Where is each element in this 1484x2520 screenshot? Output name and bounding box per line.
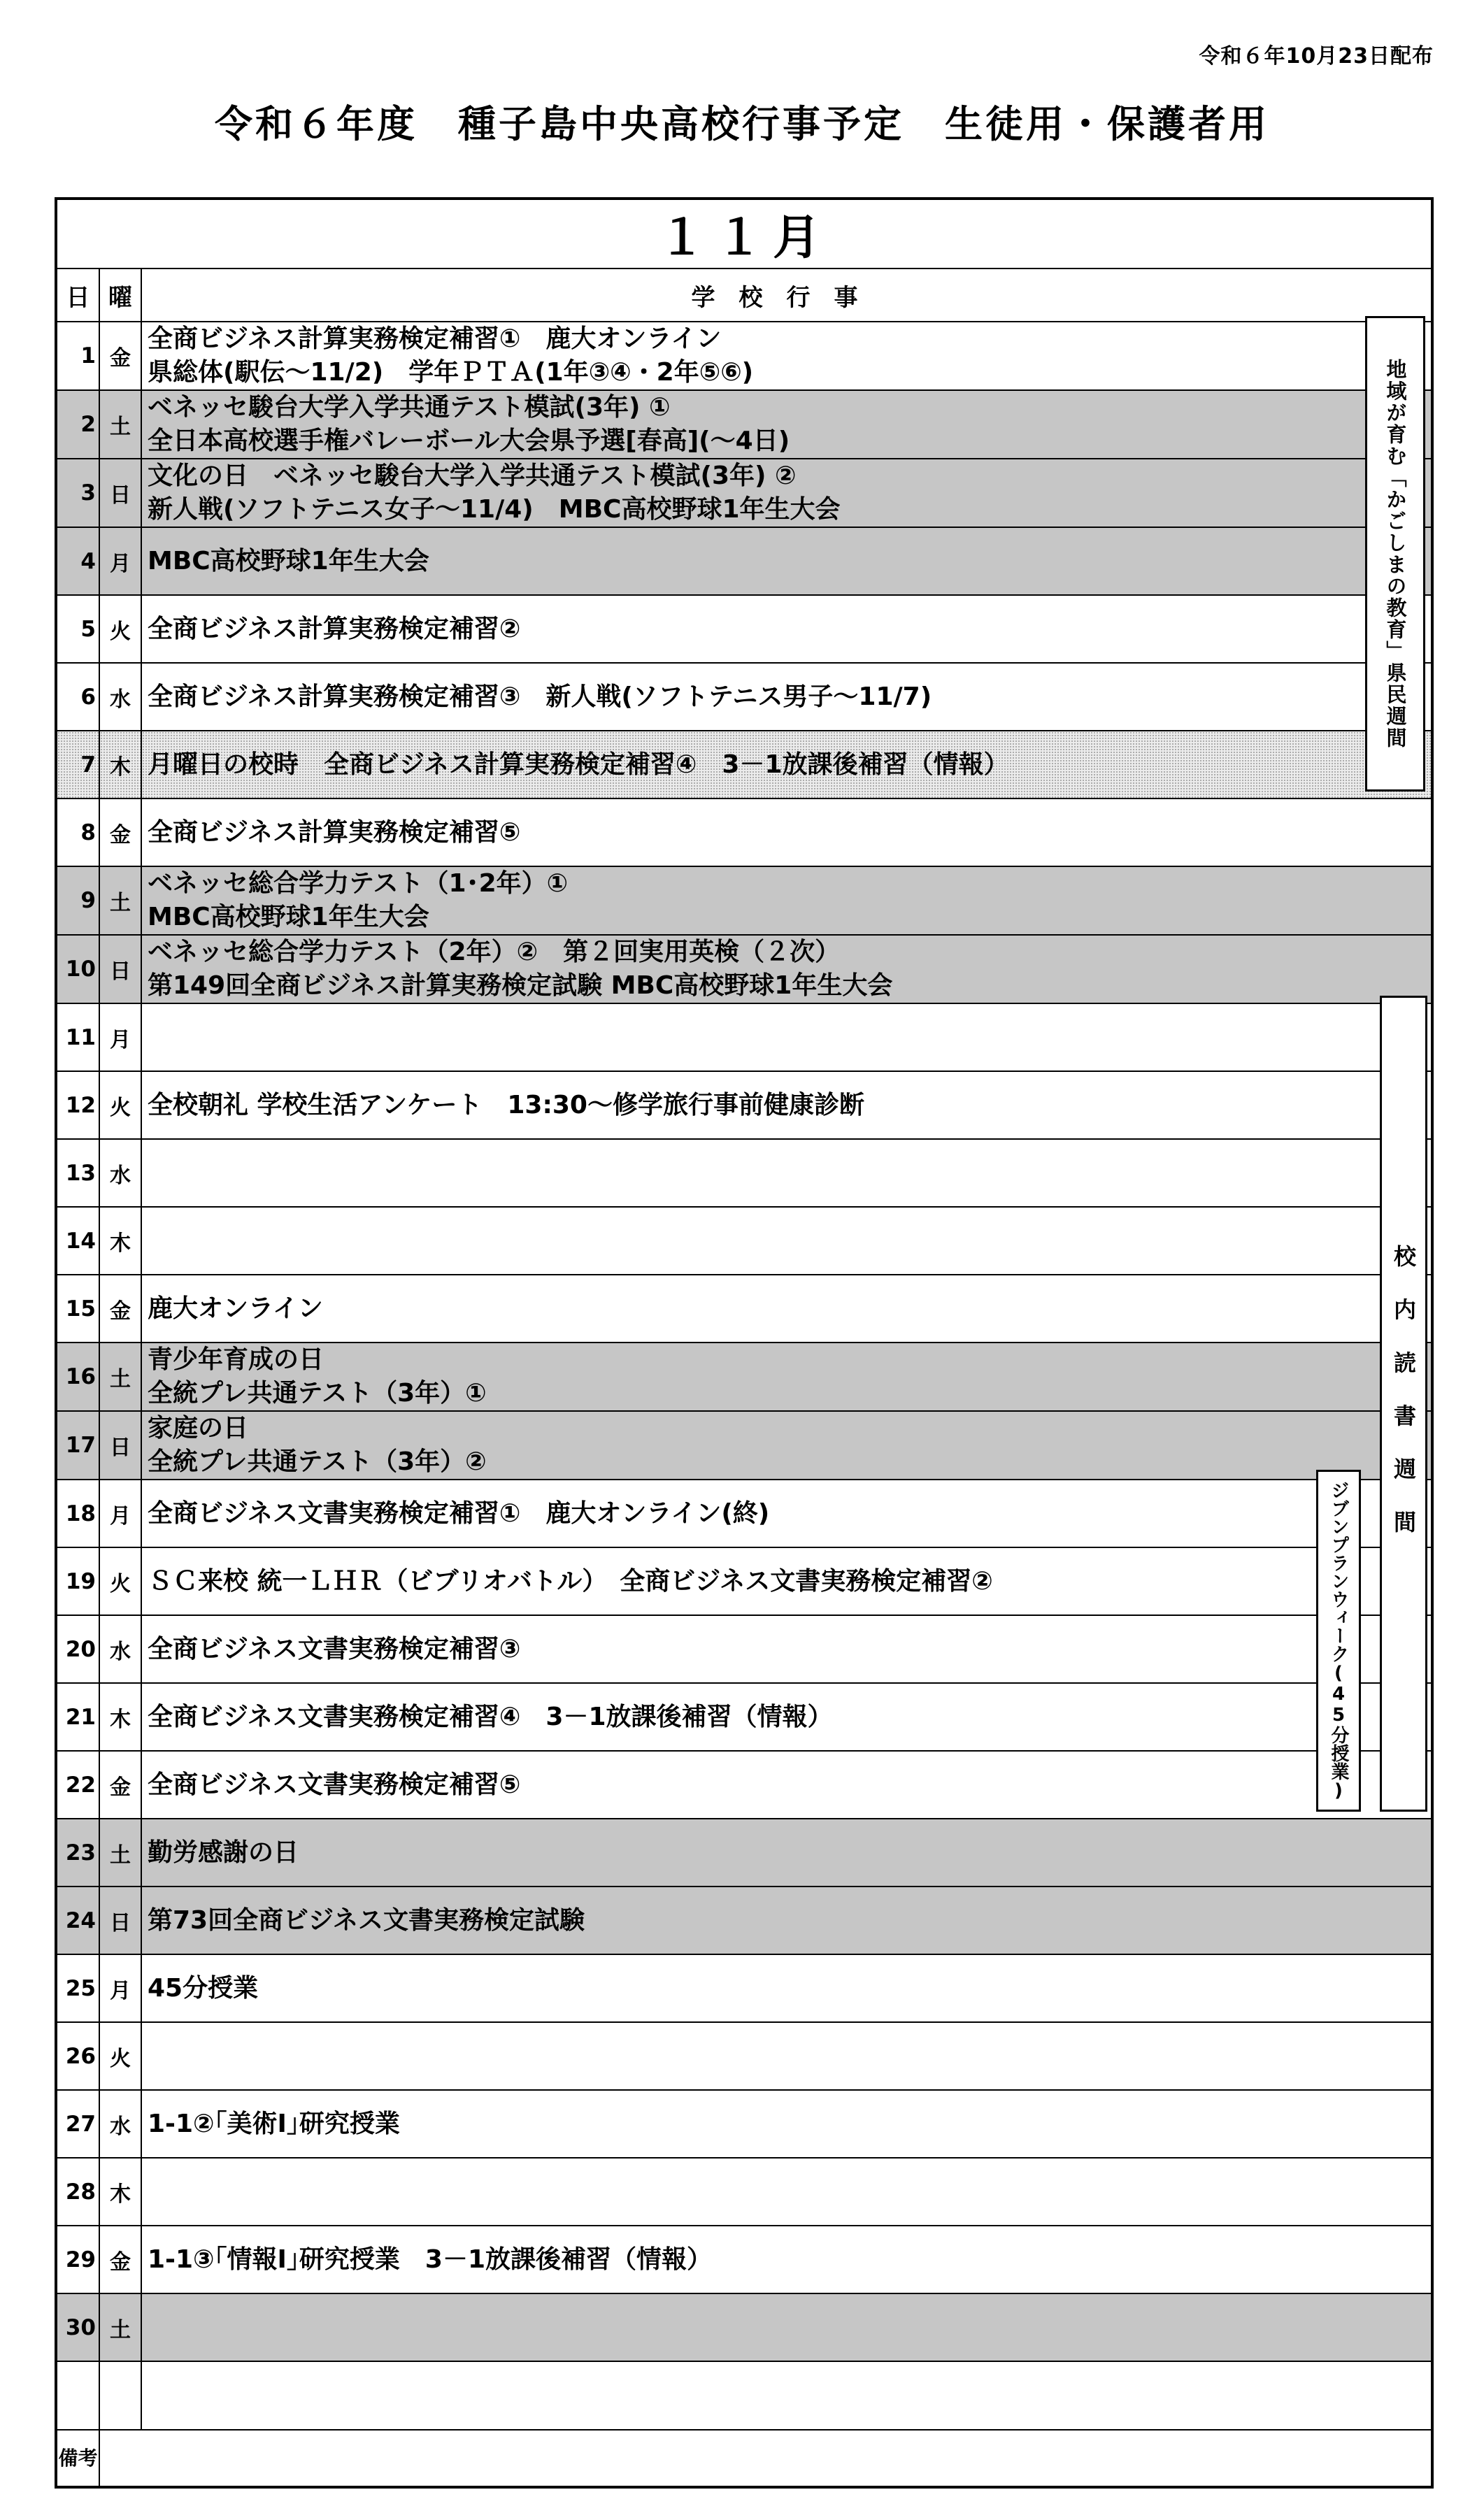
day-row <box>56 1139 1432 1207</box>
weekday: 土 <box>99 390 141 459</box>
weekday: 金 <box>99 1275 141 1343</box>
weekday: 土 <box>99 866 141 935</box>
day-row <box>56 935 1432 1003</box>
event-line: 県総体(駅伝～11/2) 学年ＰＴＡ(1年③④・2年⑤⑥) <box>148 358 754 387</box>
weekday: 土 <box>99 2293 141 2361</box>
day-number: 16 <box>56 1343 99 1411</box>
day-row <box>56 1343 1432 1411</box>
weekday: 火 <box>99 1547 141 1615</box>
day-number: 17 <box>56 1411 99 1480</box>
event-line: 全商ビジネス文書実務検定補習④ 3－1放課後補習（情報） <box>148 1702 833 1731</box>
event-line: 全商ビジネス文書実務検定補習① 鹿大オンライン(終) <box>148 1498 770 1528</box>
day-row <box>56 1683 1432 1751</box>
page-title: 令和６年度 種子島中央高校行事予定 生徒用・保護者用 <box>215 102 1269 146</box>
weekday: 日 <box>99 1887 141 1954</box>
day-number: 9 <box>56 866 99 935</box>
day-row <box>56 1003 1432 1071</box>
jibun-plan-week-label: ジブンプランウィーク(45分授業) <box>1316 1470 1361 1812</box>
day-row <box>56 2158 1432 2226</box>
weekday: 火 <box>99 1071 141 1139</box>
event-cell <box>141 322 1432 390</box>
weekday: 水 <box>99 1139 141 1207</box>
day-number: 6 <box>56 663 99 731</box>
event-line: 家庭の日 <box>148 1414 249 1442</box>
event-cell <box>141 1071 1432 1139</box>
weekday: 水 <box>99 663 141 731</box>
event-cell <box>141 1207 1432 1275</box>
weekday: 木 <box>99 1683 141 1751</box>
weekday: 土 <box>99 1343 141 1411</box>
event-cell <box>141 799 1432 866</box>
reading-week-label: 校内読書週間 <box>1380 996 1427 1812</box>
event-line: 全商ビジネス文書実務検定補習⑤ <box>148 1770 521 1799</box>
day-number: 28 <box>56 2158 99 2226</box>
day-row <box>56 527 1432 595</box>
event-cell <box>141 2293 1432 2361</box>
day-number: 15 <box>56 1275 99 1343</box>
weekday: 火 <box>99 2022 141 2090</box>
event-line: 新人戦(ソフトテニス女子～11/4) MBC高校野球1年生大会 <box>148 495 841 524</box>
event-line: 文化の日 ベネッセ駿台大学入学共通テスト模試(3年) ② <box>148 461 797 490</box>
empty-weekday-cell <box>99 2361 141 2430</box>
event-line: 全統プレ共通テスト（3年）① <box>148 1379 487 1408</box>
event-cell <box>141 2158 1432 2226</box>
event-line: 第149回全商ビジネス計算実務検定試験 MBC高校野球1年生大会 <box>148 971 893 1000</box>
event-line: 勤労感謝の日 <box>148 1838 299 1867</box>
day-row <box>56 1275 1432 1343</box>
empty-day-cell <box>56 2361 99 2430</box>
event-cell <box>141 1683 1432 1751</box>
event-line: 青少年育成の日 <box>148 1345 324 1374</box>
weekday: 日 <box>99 459 141 527</box>
event-line: ベネッセ総合学力テスト（1･2年）① <box>148 869 569 898</box>
event-line: MBC高校野球1年生大会 <box>148 546 429 575</box>
event-cell <box>141 1751 1432 1819</box>
day-row <box>56 2022 1432 2090</box>
day-number: 18 <box>56 1480 99 1547</box>
event-line: 全校朝礼 学校生活アンケート 13:30～修学旅行事前健康診断 <box>148 1090 864 1119</box>
day-row <box>56 1751 1432 1819</box>
event-line: 全商ビジネス計算実務検定補習⑤ <box>148 817 521 847</box>
event-cell <box>141 1615 1432 1683</box>
event-cell <box>141 1954 1432 2022</box>
weekday: 月 <box>99 1003 141 1071</box>
day-number: 25 <box>56 1954 99 2022</box>
event-line: 全日本高校選手権バレーボール大会県予選[春高](～4日) <box>148 427 790 455</box>
event-line: ＳＣ来校 統一ＬＨＲ（ビブリオバトル） 全商ビジネス文書実務検定補習② <box>148 1566 993 1596</box>
event-line: 第73回全商ビジネス文書実務検定試験 <box>148 1905 585 1935</box>
day-row <box>56 390 1432 459</box>
event-cell <box>141 2226 1432 2293</box>
day-number: 27 <box>56 2090 99 2158</box>
weekday: 月 <box>99 1954 141 2022</box>
event-cell <box>141 1003 1432 1071</box>
event-cell <box>141 1139 1432 1207</box>
event-line: 全商ビジネス計算実務検定補習① 鹿大オンライン <box>148 324 722 353</box>
event-cell <box>141 390 1432 459</box>
day-number: 5 <box>56 595 99 663</box>
kagoshima-education-week-label: 地域が育む「かごしまの教育」県民週間 <box>1365 316 1425 792</box>
month-heading: １１月 <box>56 199 1432 269</box>
weekday: 金 <box>99 799 141 866</box>
weekday: 日 <box>99 935 141 1003</box>
day-number: 10 <box>56 935 99 1003</box>
day-number: 24 <box>56 1887 99 1954</box>
event-cell <box>141 2090 1432 2158</box>
day-row <box>56 322 1432 390</box>
calendar-sheet <box>55 197 1431 2520</box>
day-row <box>56 459 1432 527</box>
event-cell <box>141 1480 1432 1547</box>
calendar-table <box>55 197 1434 2489</box>
day-number: 11 <box>56 1003 99 1071</box>
day-number: 30 <box>56 2293 99 2361</box>
day-number: 2 <box>56 390 99 459</box>
event-cell <box>141 595 1432 663</box>
day-number: 21 <box>56 1683 99 1751</box>
day-row <box>56 663 1432 731</box>
day-row <box>56 595 1432 663</box>
event-line: 1-1③｢情報Ⅰ｣研究授業 3－1放課後補習（情報） <box>148 2245 713 2274</box>
weekday: 木 <box>99 2158 141 2226</box>
day-number: 26 <box>56 2022 99 2090</box>
weekday: 月 <box>99 1480 141 1547</box>
day-number: 14 <box>56 1207 99 1275</box>
day-row <box>56 1819 1432 1887</box>
event-cell <box>141 459 1432 527</box>
day-row <box>56 1887 1432 1954</box>
event-line: 全商ビジネス計算実務検定補習② <box>148 614 521 643</box>
day-number: 19 <box>56 1547 99 1615</box>
event-line: ベネッセ総合学力テスト（2年）② 第２回実用英検（２次） <box>148 938 841 966</box>
day-row <box>56 1615 1432 1683</box>
empty-event-cell <box>141 2361 1432 2430</box>
event-line: 1-1②｢美術Ⅰ｣研究授業 <box>148 2109 400 2138</box>
day-number: 7 <box>56 731 99 799</box>
event-cell <box>141 866 1432 935</box>
day-column-header: 日 <box>56 269 99 322</box>
day-row <box>56 1071 1432 1139</box>
event-cell <box>141 1547 1432 1615</box>
event-cell <box>141 1887 1432 1954</box>
event-cell <box>141 663 1432 731</box>
event-line: 全商ビジネス文書実務検定補習③ <box>148 1634 521 1663</box>
day-number: 12 <box>56 1071 99 1139</box>
weekday: 日 <box>99 1411 141 1480</box>
day-number: 8 <box>56 799 99 866</box>
day-row <box>56 1954 1432 2022</box>
day-row <box>56 2090 1432 2158</box>
weekday: 金 <box>99 1751 141 1819</box>
event-line: 月曜日の校時 全商ビジネス計算実務検定補習④ 3－1放課後補習（情報） <box>148 750 1009 779</box>
event-line: MBC高校野球1年生大会 <box>148 903 429 931</box>
day-number: 4 <box>56 527 99 595</box>
day-row <box>56 799 1432 866</box>
day-row <box>56 2293 1432 2361</box>
day-row <box>56 2226 1432 2293</box>
event-cell <box>141 1343 1432 1411</box>
event-cell <box>141 731 1432 799</box>
weekday: 土 <box>99 1819 141 1887</box>
weekday: 火 <box>99 595 141 663</box>
day-row <box>56 1411 1432 1480</box>
event-cell <box>141 1819 1432 1887</box>
weekday-column-header: 曜 <box>99 269 141 322</box>
day-number: 20 <box>56 1615 99 1683</box>
event-line: 全商ビジネス計算実務検定補習③ 新人戦(ソフトテニス男子～11/7) <box>148 682 932 711</box>
day-row <box>56 1547 1432 1615</box>
event-cell <box>141 1411 1432 1480</box>
day-number: 3 <box>56 459 99 527</box>
day-row <box>56 1480 1432 1547</box>
day-number: 22 <box>56 1751 99 1819</box>
event-line: 全統プレ共通テスト（3年）② <box>148 1447 487 1476</box>
weekday: 水 <box>99 1615 141 1683</box>
weekday: 金 <box>99 2226 141 2293</box>
weekday: 水 <box>99 2090 141 2158</box>
weekday: 金 <box>99 322 141 390</box>
event-line: 鹿大オンライン <box>148 1294 323 1323</box>
calendar-body <box>56 322 1432 2361</box>
event-cell <box>141 935 1432 1003</box>
weekday: 木 <box>99 1207 141 1275</box>
weekday: 木 <box>99 731 141 799</box>
day-number: 1 <box>56 322 99 390</box>
events-column-header: 学校行事 <box>141 269 1432 322</box>
event-line: 45分授業 <box>148 1973 259 2003</box>
day-row <box>56 866 1432 935</box>
weekday: 月 <box>99 527 141 595</box>
day-row <box>56 731 1432 799</box>
day-number: 29 <box>56 2226 99 2293</box>
event-cell <box>141 1275 1432 1343</box>
day-row <box>56 1207 1432 1275</box>
day-number: 13 <box>56 1139 99 1207</box>
day-number: 23 <box>56 1819 99 1887</box>
notes-label: 備考 <box>56 2430 99 2487</box>
event-cell <box>141 2022 1432 2090</box>
event-line: ベネッセ駿台大学入学共通テスト模試(3年) ① <box>148 393 671 422</box>
event-cell <box>141 527 1432 595</box>
issue-date: 令和６年10月23日配布 <box>1199 44 1434 69</box>
notes-field <box>99 2430 1432 2487</box>
